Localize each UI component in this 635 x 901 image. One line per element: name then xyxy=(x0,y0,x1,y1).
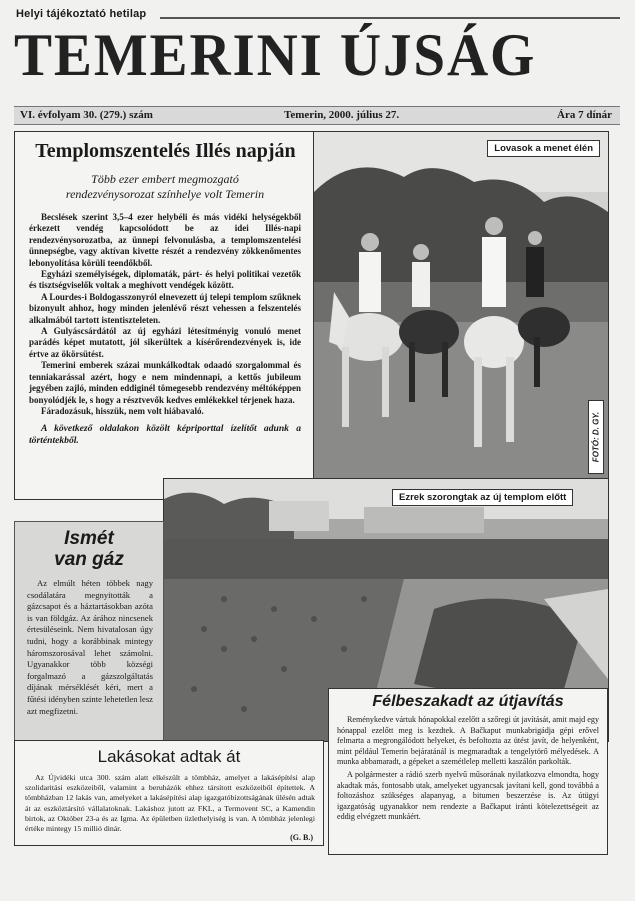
lead-paragraph: A Lourdes-i Boldogasszonyról elnevezett új telepi templom szűknek bizonyult ahhoz, hogy minden jelenlévő részt vehessen a felszentelés alkalmából tartott istentiszteleten. xyxy=(29,291,301,325)
crowd-caption: Ezrek szorongtak az új templom előtt xyxy=(392,489,573,506)
lead-paragraph: Fáradozásuk, hisszük, nem volt hiábavaló. xyxy=(41,405,204,416)
riders-photo xyxy=(313,131,609,480)
issue-date: Temerin, 2000. július 27. xyxy=(284,109,400,121)
issue-price: Ára 7 dínár xyxy=(557,109,612,121)
lead-teaser: A következő oldalakon közölt képriporttal ízelítőt adunk a történtekből. xyxy=(29,423,301,446)
housing-article xyxy=(14,740,324,846)
gas-headline xyxy=(15,528,163,570)
gas-article xyxy=(14,521,164,741)
gas-headline-line2: van gáz xyxy=(54,549,124,570)
housing-text: Az Újvidéki utca 300. szám alatt elkészült a tömbház, amelyet a lakásépítési alap szolidaritási eszközeiből, valamint a beruházók ehhez társított eszközeiből építettek. A tömbházban 12 lakás van, amelyeket a lakásépítési alap igazgatóbizottságának ülésén adtak át az eszköztársító vállalatoknak. Lakáshoz jutott az FKL, a Termovent SC, a Kamendin birtok, az Október 23-a és az Igma. Az épületben üzlethelyiség is van. A tömbház jelenlegi értéke mintegy 15 millió dinár. xyxy=(25,773,315,834)
lead-paragraph: Becslések szerint 3,5–4 ezer helybéli és más vidéki helységekből érkezett vendég kapcsolódott be az idei Illés-napi rendezvénysorozatba, az ünnepi felvonulásba, a templomszentelési ünnepségbe, vagy aktívan kivette részét a rendezvény zökkenőmentes lebonyolítása körüli teendőkből. xyxy=(29,212,301,268)
riders-caption: Lovasok a menet élén xyxy=(487,140,600,157)
road-article xyxy=(328,688,608,855)
lead-paragraph: Egyházi személyiségek, diplomaták, párt- és helyi politikai vezetők és tisztségviselők voltak a meghívott vendégek között. xyxy=(29,269,301,291)
lead-subtitle: Több ezer embert megmozgató rendezvénysorozat színhelye volt Temerin xyxy=(65,172,265,201)
riders-image xyxy=(314,132,608,479)
lead-paragraph: Temerini emberek százai munkálkodtak odaadó szorgalommal és tenniakarással azért, hogy e nem mindennapi, a kettős jubileum jegyében zajló, minden eddiginél tömegesebb rendezvény méltóképpen bonyolódjék le, s hogy a résztvevők kedves emlékekkel térjenek haza. xyxy=(29,360,301,405)
lead-paragraph: A Gulyáscsárdától az új egyházi létesítményig vonuló menet parádés képet mutatott, jól sikerültek a kísérőrendezvények is, ide értve az ökörsütést. xyxy=(29,326,301,359)
tagline: Helyi tájékoztató hetilap xyxy=(16,8,147,20)
road-paragraph: A polgármester a rádió szerb nyelvű műsorának nyilatkozva elmondta, hogy akadtak más, fontosabb utak, amelyeket ugyancsak javítani kell, gond továbbá a foltozáshoz szükséges alapanyag, a bitumen beszerzése is. Az útügyi igazgatóság ugyanakkor nem rendezte a Bačkaput iránti kötelezettségeit az eddig elvégzett munkáért. xyxy=(337,769,599,822)
volume-number: VI. évfolyam 30. (279.) szám xyxy=(20,109,153,121)
road-paragraph: Reménykedve vártuk hónapokkal ezelőtt a szőregi út javítását, amit majd egy hónappal ezelőtt meg is kezdtek. A Bačkaput munkabrigádja gépi erővel felmarta a megrongálódott helyeket, és befoltozta az ütést javít, de helyenként, mint például Temerin bejáratánál is megmaradtak a tengelytörő mélyedések. A munka abbamaradt, a gépeket a szemétlelep melletti kaszálón parkolták. xyxy=(337,715,599,767)
issue-info-bar xyxy=(14,106,620,125)
tagline-rule xyxy=(160,17,620,19)
gas-text: Az elmúlt héten többek nagy csodálatára megnyitották a gázcsapot és a háztartásokban azóta is van földgáz. Az árához nincsenek értesüléseink. Nem hivatalosan úgy tudni, hogy a korábbinak mintegy háromszorosával lehet számolni. Ugyanakkor több községi forgalmazó a gázszolgáltatás díjának mérséklését kéri, mert a fűtési idényben szinte lehetetlen lesz azt megfizetni. xyxy=(27,578,153,716)
gas-headline-line1: Ismét xyxy=(64,528,114,549)
road-body xyxy=(337,715,599,823)
photo-credit: FOTÓ: D. GY. xyxy=(591,411,601,463)
road-headline: Félbeszakadt az útjavítás xyxy=(372,693,564,710)
lead-headline: Templomszentelés Illés napján xyxy=(35,140,296,162)
photo-credit-box xyxy=(588,400,604,474)
housing-headline: Lakásokat adtak át xyxy=(97,747,241,766)
masthead-title: TEMERINI ÚJSÁG xyxy=(14,22,537,88)
housing-signature: (G. B.) xyxy=(290,833,313,842)
lead-article xyxy=(14,131,314,500)
lead-body xyxy=(29,212,301,446)
